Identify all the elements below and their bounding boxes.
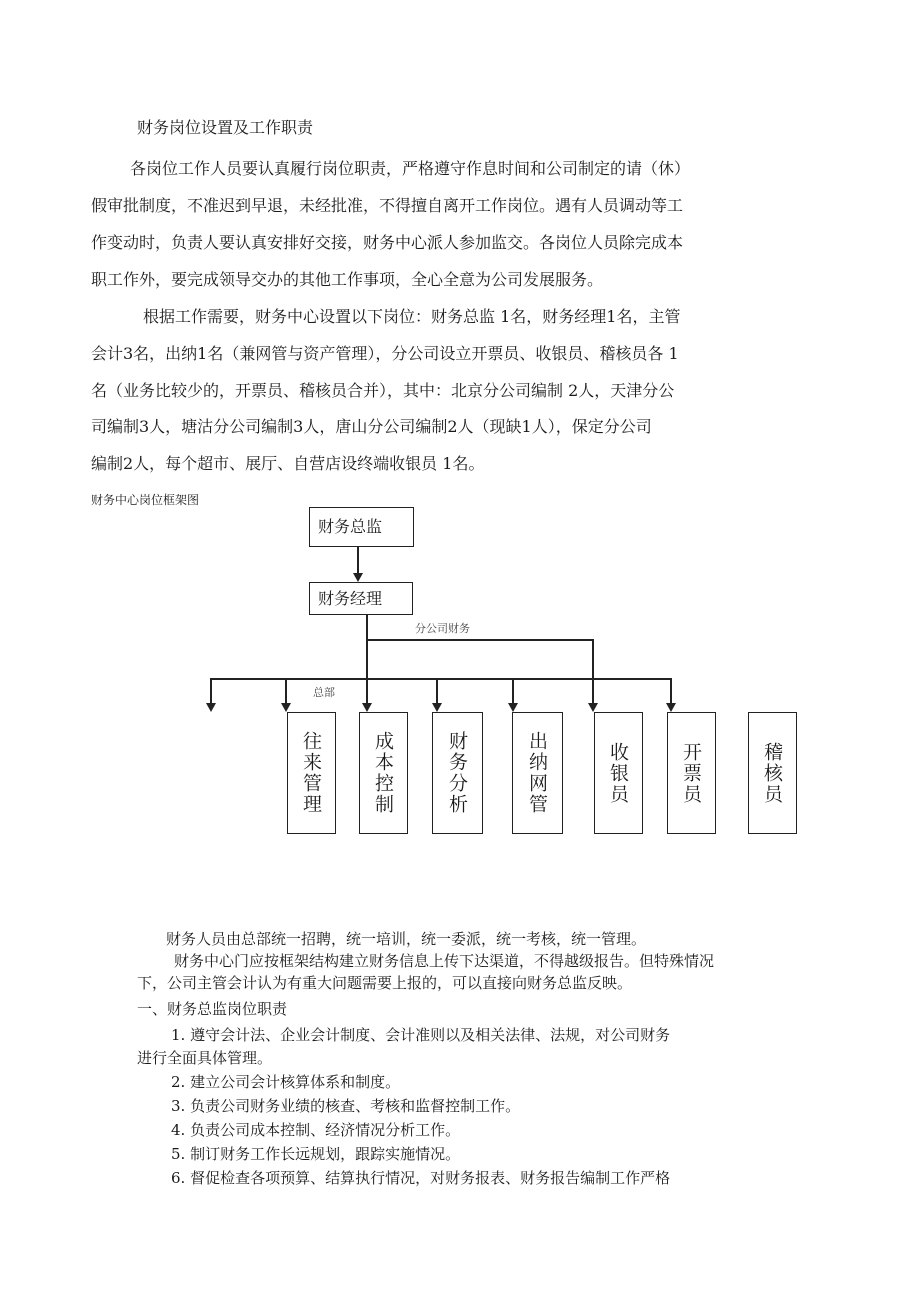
position-box [359, 712, 408, 834]
position-box [594, 712, 643, 834]
chart-caption: 财务中心岗位框架图 [91, 493, 200, 507]
director-box [309, 507, 414, 547]
position-box [512, 712, 563, 834]
para1-line: 职工作外，要完成领导交办的其他工作事项，全心全意为公司发展服务。 [91, 270, 604, 289]
connector-line [436, 678, 438, 706]
connector-line [592, 639, 594, 709]
manager-box [309, 582, 413, 615]
para3-line: 财务中心门应按框架结构建立财务信息上传下达渠道，不得越级报告。但特殊情况 [174, 952, 715, 970]
position-label: 往来管理 [300, 731, 322, 815]
branch-label: 分公司财务 [415, 622, 470, 635]
duty-item: 进行全面具体管理。 [137, 1049, 273, 1067]
position-label: 出纳网管 [526, 731, 548, 815]
arrow-down-icon [432, 703, 442, 712]
duty-item: 3. 负责公司财务业绩的核查、考核和监督控制工作。 [171, 1097, 521, 1115]
duty-item: 1. 遵守会计法、企业会计制度、会计准则以及相关法律、法规，对公司财务 [171, 1026, 671, 1044]
connector-line [210, 678, 672, 680]
position-box [667, 712, 716, 834]
connector-line [512, 678, 514, 706]
position-label: 稽核员 [761, 741, 783, 805]
connector-line [670, 678, 672, 706]
position-box [432, 712, 483, 834]
connector-line [285, 678, 287, 706]
position-label: 收银员 [607, 741, 629, 805]
position-box [748, 712, 797, 834]
para2-line: 名（业务比较少的，开票员、稽核员合并），其中：北京分公司编制 2人，天津分公 [91, 381, 675, 400]
connector-line [366, 678, 368, 706]
connector-line [210, 678, 212, 706]
para1-line: 作变动时，负责人要认真安排好交接，财务中心派人参加监交。各岗位人员除完成本 [91, 233, 684, 252]
connector-line [357, 547, 359, 575]
arrow-down-icon [666, 703, 676, 712]
para2-line: 根据工作需要，财务中心设置以下岗位：财务总监 1名，财务经理1名，主管 [143, 307, 681, 326]
manager-label: 财务经理 [318, 588, 383, 608]
hq-label: 总部 [313, 686, 335, 699]
arrow-down-icon [353, 573, 363, 582]
arrow-down-icon [508, 703, 518, 712]
position-label: 开票员 [680, 741, 702, 805]
page-title: 财务岗位设置及工作职责 [137, 118, 314, 137]
para2-line: 司编制3人，塘沽分公司编制3人，唐山分公司编制2人（现缺1人），保定分公司 [91, 417, 652, 436]
director-label: 财务总监 [318, 517, 383, 536]
connector-line [366, 615, 368, 680]
para1-line: 各岗位工作人员要认真履行岗位职责，严格遵守作息时间和公司制定的请（休） [130, 159, 691, 178]
duty-item: 4. 负责公司成本控制、经济情况分析工作。 [171, 1121, 461, 1139]
connector-line [366, 639, 594, 641]
duty-item: 5. 制订财务工作长远规划，跟踪实施情况。 [171, 1145, 461, 1163]
position-label: 成本控制 [372, 731, 394, 815]
position-label: 财务分析 [446, 731, 468, 815]
duty-item: 6. 督促检查各项预算、结算执行情况，对财务报表、财务报告编制工作严格 [171, 1169, 671, 1187]
arrow-down-icon [281, 703, 291, 712]
duty-item: 2. 建立公司会计核算体系和制度。 [171, 1073, 401, 1091]
arrow-down-icon [206, 703, 216, 712]
para2-line: 会计3名，出纳1名（兼网管与资产管理），分公司设立开票员、收银员、稽核员各 1 [91, 344, 679, 363]
para2-line: 编制2人，每个超市、展厅、自营店设终端收银员 1名。 [91, 454, 485, 473]
position-box [287, 712, 336, 834]
para1-line: 假审批制度，不准迟到早退，未经批准，不得擅自离开工作岗位。遇有人员调动等工 [91, 196, 684, 215]
section-heading: 一、财务总监岗位职责 [137, 1000, 288, 1018]
arrow-down-icon [588, 703, 598, 712]
para3-line: 下，公司主管会计认为有重大问题需要上报的，可以直接向财务总监反映。 [137, 974, 633, 992]
arrow-down-icon [362, 703, 372, 712]
para3-line: 财务人员由总部统一招聘，统一培训，统一委派，统一考核，统一管理。 [166, 930, 647, 948]
